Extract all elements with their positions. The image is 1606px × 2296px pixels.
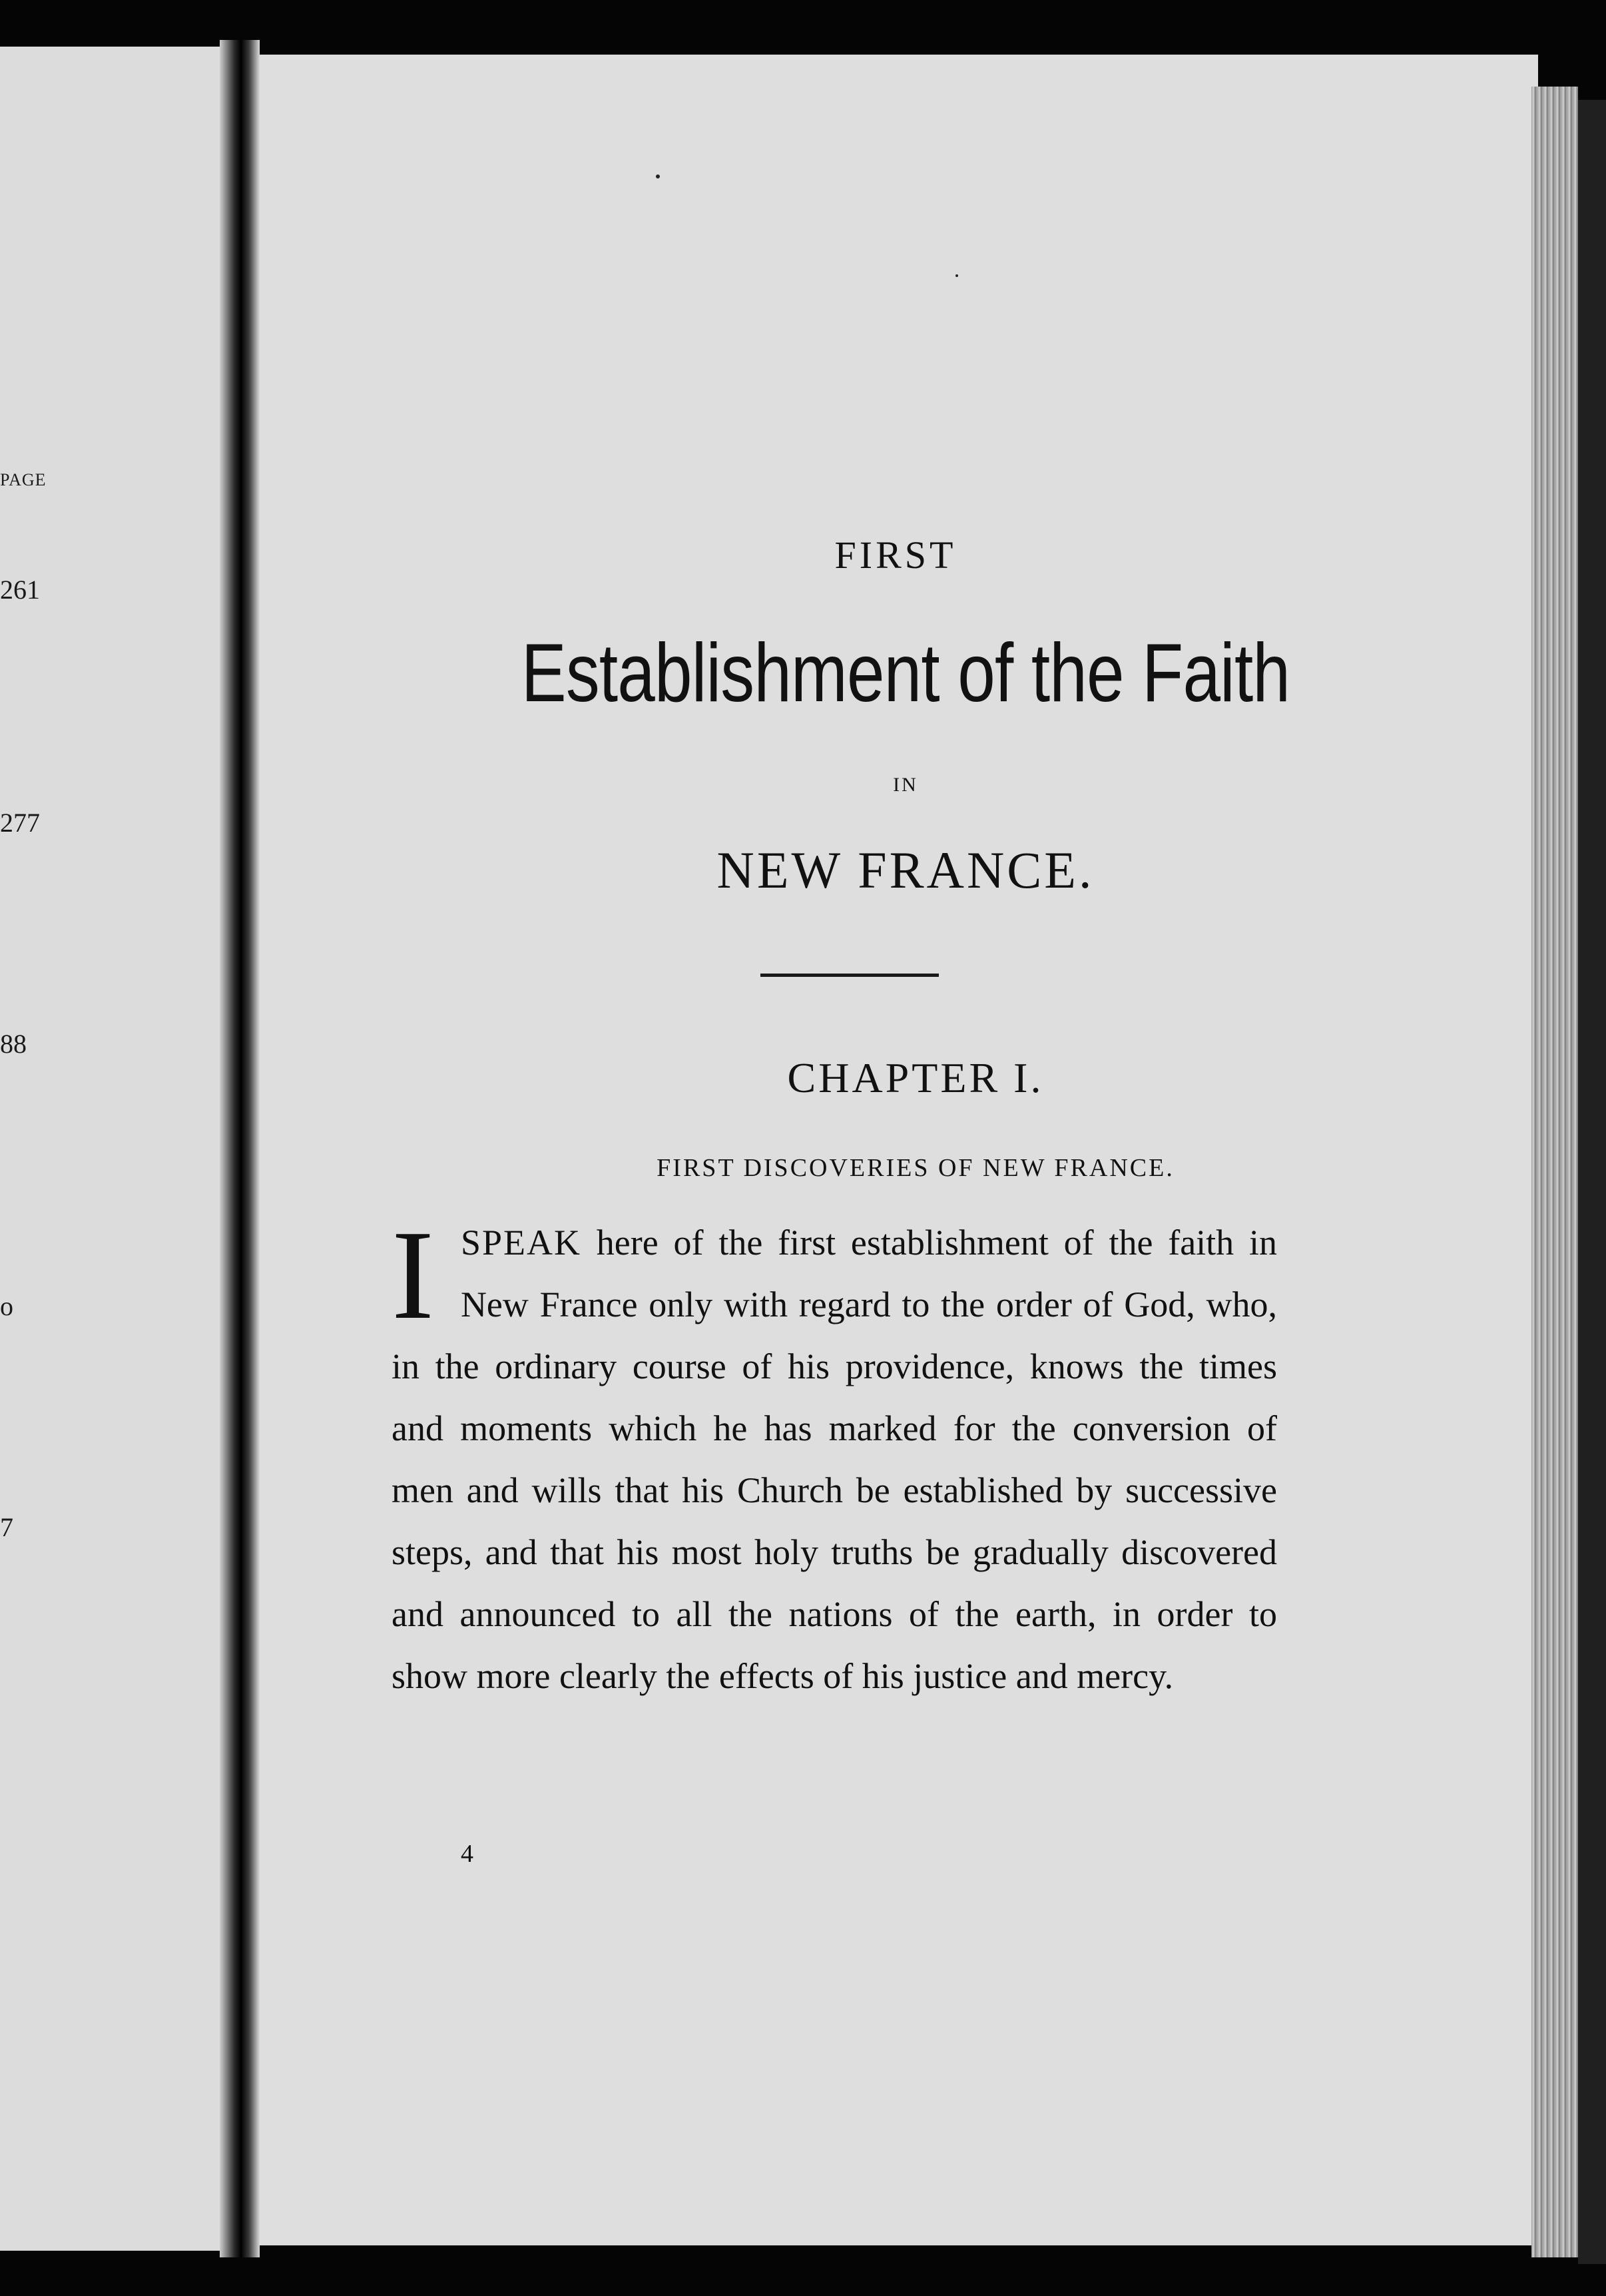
drop-cap: I bbox=[392, 1204, 434, 1346]
page-number: 4 bbox=[461, 1840, 473, 1868]
title-divider bbox=[760, 974, 939, 977]
paper-speck bbox=[955, 274, 958, 277]
book-subtitle: NEW FRANCE. bbox=[716, 841, 1095, 899]
book-title: Establishment of the Faith bbox=[521, 627, 1290, 719]
chapter-paragraph bbox=[392, 1204, 1277, 1707]
paper-speck bbox=[656, 174, 660, 178]
chapter-heading: CHAPTER I. bbox=[787, 1054, 1044, 1101]
left-page-page-label: PAGE bbox=[0, 470, 47, 489]
left-page-number: o bbox=[0, 1291, 13, 1321]
title-in-label: IN bbox=[893, 774, 918, 796]
left-page-number: 7 bbox=[0, 1512, 13, 1542]
left-page-number: 88 bbox=[0, 1029, 27, 1059]
book-gutter bbox=[220, 40, 260, 2257]
chapter-subtitle: FIRST DISCOVERIES OF NEW FRANCE. bbox=[657, 1154, 1175, 1182]
title-first-label: FIRST bbox=[834, 533, 957, 577]
left-page-number: 277 bbox=[0, 808, 40, 838]
left-page-number: 261 bbox=[0, 575, 40, 605]
right-page bbox=[253, 55, 1538, 2245]
page-edge-shadow bbox=[1578, 100, 1606, 2264]
paragraph-text: here of the first establishment of the faith in New France only with regard to the order of God, who, in the ordinary course of his providence, knows the times and moments which he has marked for the conversion of men and wills that his Church be established by successive steps, and that his most holy truths be gradually discovered and announced to all the nations of the earth, in order to show more clearly the effects of his justice and mercy. bbox=[392, 1223, 1277, 1696]
paragraph-first-words: SPEAK bbox=[460, 1223, 581, 1263]
left-page bbox=[0, 47, 246, 2251]
